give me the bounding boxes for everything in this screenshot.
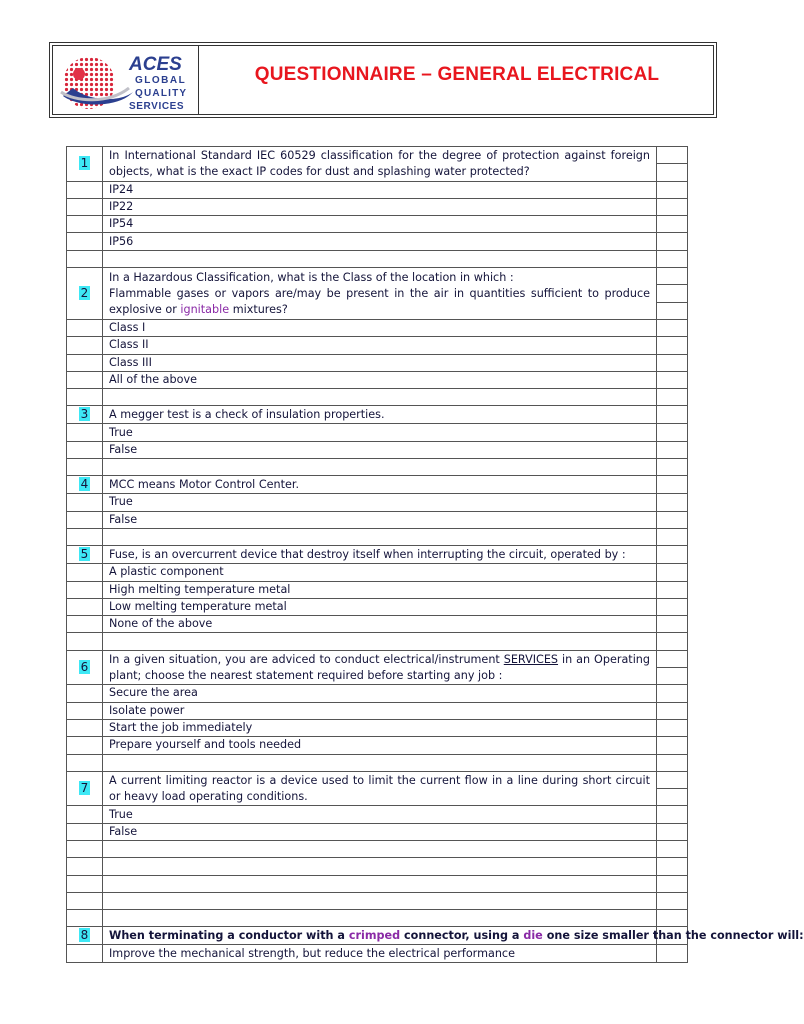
option-text: All of the above — [103, 371, 657, 388]
option-row — [67, 737, 688, 754]
question-number: 5 — [80, 547, 89, 562]
answer-cell[interactable] — [657, 302, 688, 319]
question-text: Fuse, is an overcurrent device that destroy itself when interrupting the circuit, operated by : — [103, 546, 657, 564]
answer-cell[interactable] — [657, 806, 688, 823]
answer-cell[interactable] — [657, 406, 688, 424]
answer-cell[interactable] — [657, 181, 688, 198]
question-number-cell — [67, 546, 103, 564]
question-number-cell — [67, 147, 103, 182]
option-text-correct: IP54 — [103, 216, 657, 233]
option-text: False — [103, 441, 657, 458]
option-text: None of the above — [103, 616, 657, 633]
answer-cell[interactable] — [657, 424, 688, 441]
question-row — [67, 650, 688, 667]
answer-cell[interactable] — [657, 616, 688, 633]
question-text: A current limiting reactor is a device used to limit the current flow in a line during short circuit or heavy load operating conditions. — [103, 771, 657, 806]
question-number-cell — [67, 650, 103, 685]
option-text: Start the job immediately — [103, 719, 657, 736]
option-row — [67, 511, 688, 528]
option-row — [67, 564, 688, 581]
question-text-part: mixtures? — [232, 302, 288, 316]
question-number-cell — [67, 476, 103, 494]
spacer-row — [67, 389, 688, 406]
question-text-part: In a Hazardous Classification, what is the Class of the location in which : — [109, 270, 514, 284]
logo-cell — [53, 46, 199, 114]
answer-cell[interactable] — [657, 285, 688, 302]
option-row — [67, 354, 688, 371]
option-row — [67, 581, 688, 598]
answer-cell[interactable] — [657, 319, 688, 336]
spacer-row — [67, 840, 688, 857]
option-row — [67, 337, 688, 354]
answer-cell[interactable] — [657, 650, 688, 667]
spacer-row — [67, 528, 688, 545]
question-number: 4 — [80, 477, 89, 492]
answer-cell[interactable] — [657, 737, 688, 754]
question-text-part: Flammable gases or vapors are/may be present in the air in quantities sufficient to produce explosive or — [109, 286, 650, 316]
option-row — [67, 441, 688, 458]
spacer-row — [67, 633, 688, 650]
option-row — [67, 616, 688, 633]
highlighted-word: ignitable — [180, 302, 230, 316]
question-text-part: When terminating a conductor with a — [109, 928, 345, 942]
option-text: IP24 — [103, 181, 657, 198]
number-cell — [67, 216, 103, 233]
question-number: 3 — [80, 407, 89, 422]
globe-highlight — [73, 68, 85, 80]
option-row — [67, 685, 688, 702]
option-text: High melting temperature metal — [103, 581, 657, 598]
question-text-part: connector, using a — [404, 928, 520, 942]
answer-cell[interactable] — [657, 771, 688, 788]
option-row — [67, 371, 688, 388]
answer-cell[interactable] — [657, 789, 688, 806]
question-number: 1 — [80, 156, 89, 171]
answer-cell[interactable] — [657, 233, 688, 250]
option-row — [67, 702, 688, 719]
option-row — [67, 823, 688, 840]
question-text — [103, 650, 657, 685]
question-row — [67, 476, 688, 494]
option-text: False — [103, 511, 657, 528]
answer-cell[interactable] — [657, 511, 688, 528]
spacer-row — [67, 250, 688, 267]
question-text-part: In a given situation, you are adviced to conduct electrical/instrument — [109, 652, 500, 666]
option-text-correct: Improve the mechanical strength, but reduce the electrical performance — [103, 945, 657, 962]
question-number-cell — [67, 927, 103, 945]
question-row — [67, 927, 688, 945]
question-number: 6 — [80, 660, 89, 675]
option-text-correct: Isolate power — [103, 702, 657, 719]
option-text-correct: Class I — [103, 319, 657, 336]
answer-cell[interactable] — [657, 216, 688, 233]
answer-cell[interactable] — [657, 823, 688, 840]
logo-text-services: SERVICES — [129, 101, 185, 112]
answer-cell[interactable] — [657, 354, 688, 371]
highlighted-word: crimped — [348, 928, 401, 942]
option-text: Prepare yourself and tools needed — [103, 737, 657, 754]
answer-cell[interactable] — [657, 685, 688, 702]
question-row — [67, 771, 688, 788]
questionnaire-table — [66, 146, 804, 963]
document-header — [49, 42, 717, 118]
logo-text-global: GLOBAL — [135, 75, 187, 86]
answer-cell[interactable] — [657, 945, 688, 962]
option-row — [67, 319, 688, 336]
answer-cell[interactable] — [657, 337, 688, 354]
question-row — [67, 268, 688, 285]
number-cell — [67, 181, 103, 198]
spacer-row — [67, 910, 688, 927]
header-inner-frame — [52, 45, 714, 115]
option-text-correct: True — [103, 806, 657, 823]
option-row — [67, 216, 688, 233]
option-text-correct: Low melting temperature metal — [103, 598, 657, 615]
option-row — [67, 719, 688, 736]
page-title: QUESTIONNAIRE – GENERAL ELECTRICAL — [254, 64, 660, 85]
answer-cell[interactable] — [657, 371, 688, 388]
question-text: MCC means Motor Control Center. — [103, 476, 657, 494]
logo-text-quality: QUALITY — [135, 88, 188, 99]
spacer-row — [67, 875, 688, 892]
answer-cell[interactable] — [657, 147, 688, 164]
answer-cell[interactable] — [657, 598, 688, 615]
highlighted-word: die — [523, 928, 543, 942]
question-text-part: in an Operating plant; choose the nearest statement required before starting any job : — [109, 652, 650, 682]
answer-cell[interactable] — [657, 564, 688, 581]
option-text: IP22 — [103, 198, 657, 215]
option-text: A plastic component — [103, 564, 657, 581]
answer-cell[interactable] — [657, 198, 688, 215]
number-cell — [67, 233, 103, 250]
number-cell — [67, 198, 103, 215]
answer-cell[interactable] — [657, 476, 688, 494]
question-row — [67, 147, 688, 164]
option-row — [67, 494, 688, 511]
answer-cell[interactable] — [657, 702, 688, 719]
question-row — [67, 546, 688, 564]
option-row — [67, 945, 688, 962]
question-text — [103, 927, 804, 945]
answer-cell[interactable] — [657, 581, 688, 598]
question-text: A megger test is a check of insulation properties. — [103, 406, 657, 424]
aces-logo — [59, 52, 195, 114]
question-number-cell — [67, 771, 103, 806]
answer-cell[interactable] — [657, 494, 688, 511]
answer-cell[interactable] — [657, 719, 688, 736]
answer-cell[interactable] — [657, 668, 688, 685]
question-text: In International Standard IEC 60529 classification for the degree of protection against foreign objects, what is the exact IP codes for dust and splashing water protected? — [103, 147, 657, 182]
question-number: 2 — [80, 286, 89, 301]
question-text-part: one size smaller than the connector will: — [546, 928, 804, 942]
option-text-correct: True — [103, 494, 657, 511]
option-row — [67, 424, 688, 441]
option-text-correct: Secure the area — [103, 685, 657, 702]
answer-cell[interactable] — [657, 164, 688, 181]
option-text: IP56 — [103, 233, 657, 250]
option-row — [67, 181, 688, 198]
answer-cell[interactable] — [657, 441, 688, 458]
question-number: 7 — [80, 781, 89, 796]
question-row — [67, 406, 688, 424]
option-row — [67, 806, 688, 823]
option-text: Class II — [103, 337, 657, 354]
option-row — [67, 233, 688, 250]
logo-text-aces: ACES — [129, 54, 182, 75]
underlined-word: SERVICES — [503, 652, 559, 666]
answer-cell[interactable] — [657, 268, 688, 285]
spacer-row — [67, 754, 688, 771]
option-row — [67, 598, 688, 615]
question-number-cell — [67, 268, 103, 320]
question-text — [103, 268, 657, 320]
option-text: Class III — [103, 354, 657, 371]
question-number-cell — [67, 406, 103, 424]
option-row — [67, 198, 688, 215]
spacer-row — [67, 858, 688, 875]
spacer-row — [67, 892, 688, 909]
answer-cell[interactable] — [657, 546, 688, 564]
option-text-correct: True — [103, 424, 657, 441]
question-number: 8 — [80, 928, 89, 943]
spacer-row — [67, 459, 688, 476]
option-text: False — [103, 823, 657, 840]
